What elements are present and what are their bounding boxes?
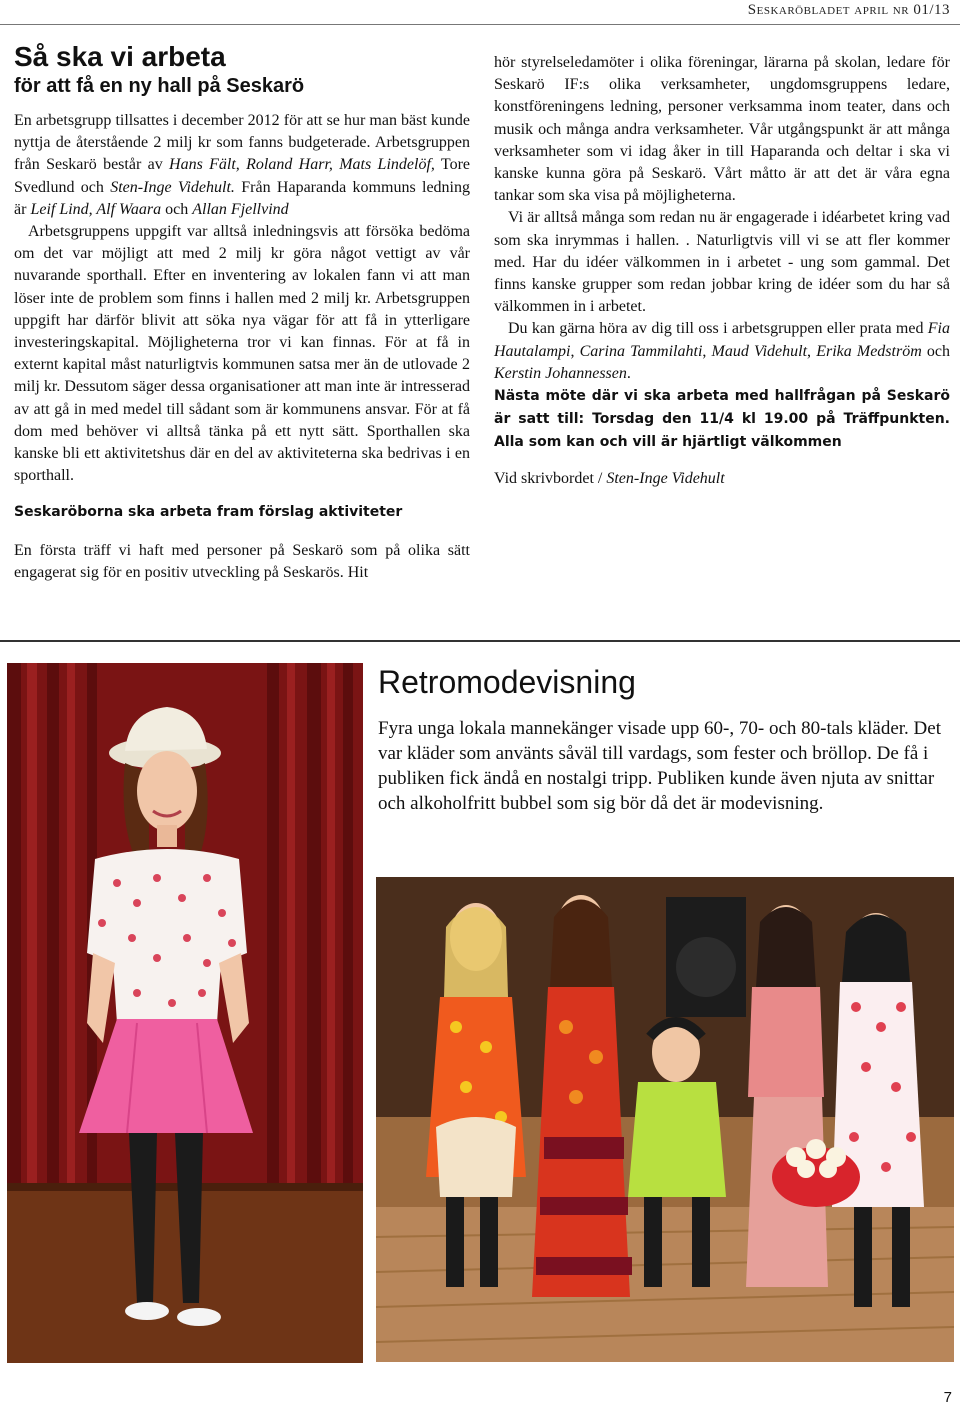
p6-name-1: Fia Hautalampi	[494, 320, 950, 360]
p6-text-b: och	[921, 342, 951, 360]
paragraph-1	[14, 110, 470, 221]
paragraph-5: Vi är alltså många som redan nu är engagerade i idéarbetet kring vad som ska inrymmas i hallen. . Naturligtvis vill vi se att fler kommer med. Har du idéer välkommen in i arbetet - ung som gammal. Det finns kanske grupper som redan jobbar kring de idéer som du har så välkommen in i arbetet.	[494, 209, 950, 316]
stage-photo-illustration	[7, 663, 363, 1363]
p6-sep-2: ,	[702, 342, 712, 360]
running-header: Seskaröbladet april nr 01/13	[747, 2, 950, 18]
paragraph-4: hör styrelseledamöter i olika föreningar, lärarna på skolan, ledare för Seskarö IF:s olika verksamheter, ungdomsgruppens ledare, konstföreningens ledning, personer verksamma inom teater, dans och musik och många andra verksamheter. Vår utgångspunkt är att många verksamheter som vi idag åker in till Haparanda och deltar i ska vi kanske kunna göra på Seskarö. Vårt måtto är att det är våra egna tankar som ska visa på möjligheterna.	[494, 54, 950, 205]
photo-model-on-stage	[7, 663, 363, 1363]
p6-name-2: Carina Tammilahti	[579, 342, 703, 360]
p6-end: .	[626, 364, 631, 382]
p1-names: Hans Fält, Roland Harr, Mats Lindelöf,	[169, 156, 435, 174]
p1-text-d: och	[161, 200, 193, 218]
p6-text-a: Du kan gärna höra av dig till oss i arbetsgruppen eller prata med	[508, 320, 928, 338]
p1-name4: Allan Fjellvind	[192, 200, 289, 218]
article-right-column	[494, 52, 950, 490]
signoff-author: Sten-Inge Videhult	[606, 470, 725, 488]
section-divider	[0, 640, 960, 642]
p1-text-c: Från Haparanda kommuns ledning är	[14, 178, 470, 218]
retro-body: Fyra unga lokala mannekänger visade upp 60-, 70- och 80-tals kläder. Det var kläder som använts såväl till vardags, som fester och bröllop. De få i publiken fick ändå en nostalgi tripp. Publiken kunde även njuta av snittar och alkoholfritt bubbel som sig bör då det är modevisning.	[378, 718, 941, 814]
p6-sep-1: ,	[570, 342, 580, 360]
p1-name3: Leif Lind, Alf Waara	[30, 200, 162, 218]
paragraph-6	[494, 318, 950, 385]
header-rule	[0, 24, 960, 25]
article-left-column	[14, 40, 470, 584]
p6-name-5: Kerstin Johannessen	[494, 364, 627, 382]
paragraph-2: Arbetsgruppens uppgift var alltså inledningsvis att försöka bedöma om det var möjligt att med 2 milj kr göra något vettigt av vår nuvarande sporthall. Efter en inventering av lokalen fann vi att man löser inte de problem som finns i hallen med 2 milj kr. Arbetsgruppen uppgift har därför blivit att söka nya vägar för att få in ytterligare investeringskapital. Möjligheterna tror vi kan finnas. För at få in externt kapital måst naturligtvis kommunen satsa mer än de utlovade 2 milj kr. Dessutom säger dessa organisationer att man inte är intresserad av att gå in med medel till sådant som är kommunens ansvar. För at få dom med behöver vi alltså tänka på ett nytt sätt. Sporthallen ska kanske bli ett aktivitetshus där en del av aktiviteterna ska bedrivas i en sporthall.	[14, 223, 470, 485]
p1-text-a: En arbetsgrupp tillsattes i december 2012 för att se hur man bäst kunde nyttja de återstående 2 milj kr som fanns budgeterade. Arbetsgruppen från Seskarö består av	[14, 112, 470, 174]
p6-sep-3: ,	[807, 342, 817, 360]
retro-title: Retromodevisning	[378, 664, 636, 700]
paragraph-3: En första träff vi haft med personer på Seskarö som på olika sätt engagerat sig för en positiv utveckling på Seskarös. Hit	[14, 541, 470, 581]
retro-article	[378, 662, 948, 816]
page-number: 7	[943, 1389, 952, 1406]
photo-group-of-models	[376, 877, 954, 1362]
group-photo-illustration	[376, 877, 954, 1362]
meeting-notice: Nästa möte där vi ska arbeta med hallfrågan på Seskarö är satt till: Torsdag den 11/4 kl 19.00 på Träffpunkten. Alla som kan och vill är hjärtligt välkommen	[494, 388, 950, 451]
signoff	[494, 468, 950, 490]
section-heading: Seskaröborna ska arbeta fram förslag aktiviteter	[14, 504, 403, 521]
article-title: Så ska vi arbeta	[14, 41, 226, 72]
p1-text-b: Tore Svedlund och	[14, 156, 471, 196]
p6-name-3: Maud Videhult	[711, 342, 808, 360]
article-subtitle: för att få en ny hall på Seskarö	[14, 75, 305, 97]
p6-name-4: Erika Medström	[816, 342, 922, 360]
signoff-label: Vid skrivbordet /	[494, 470, 607, 488]
p1-name2: Sten-Inge Videhult.	[110, 178, 235, 196]
